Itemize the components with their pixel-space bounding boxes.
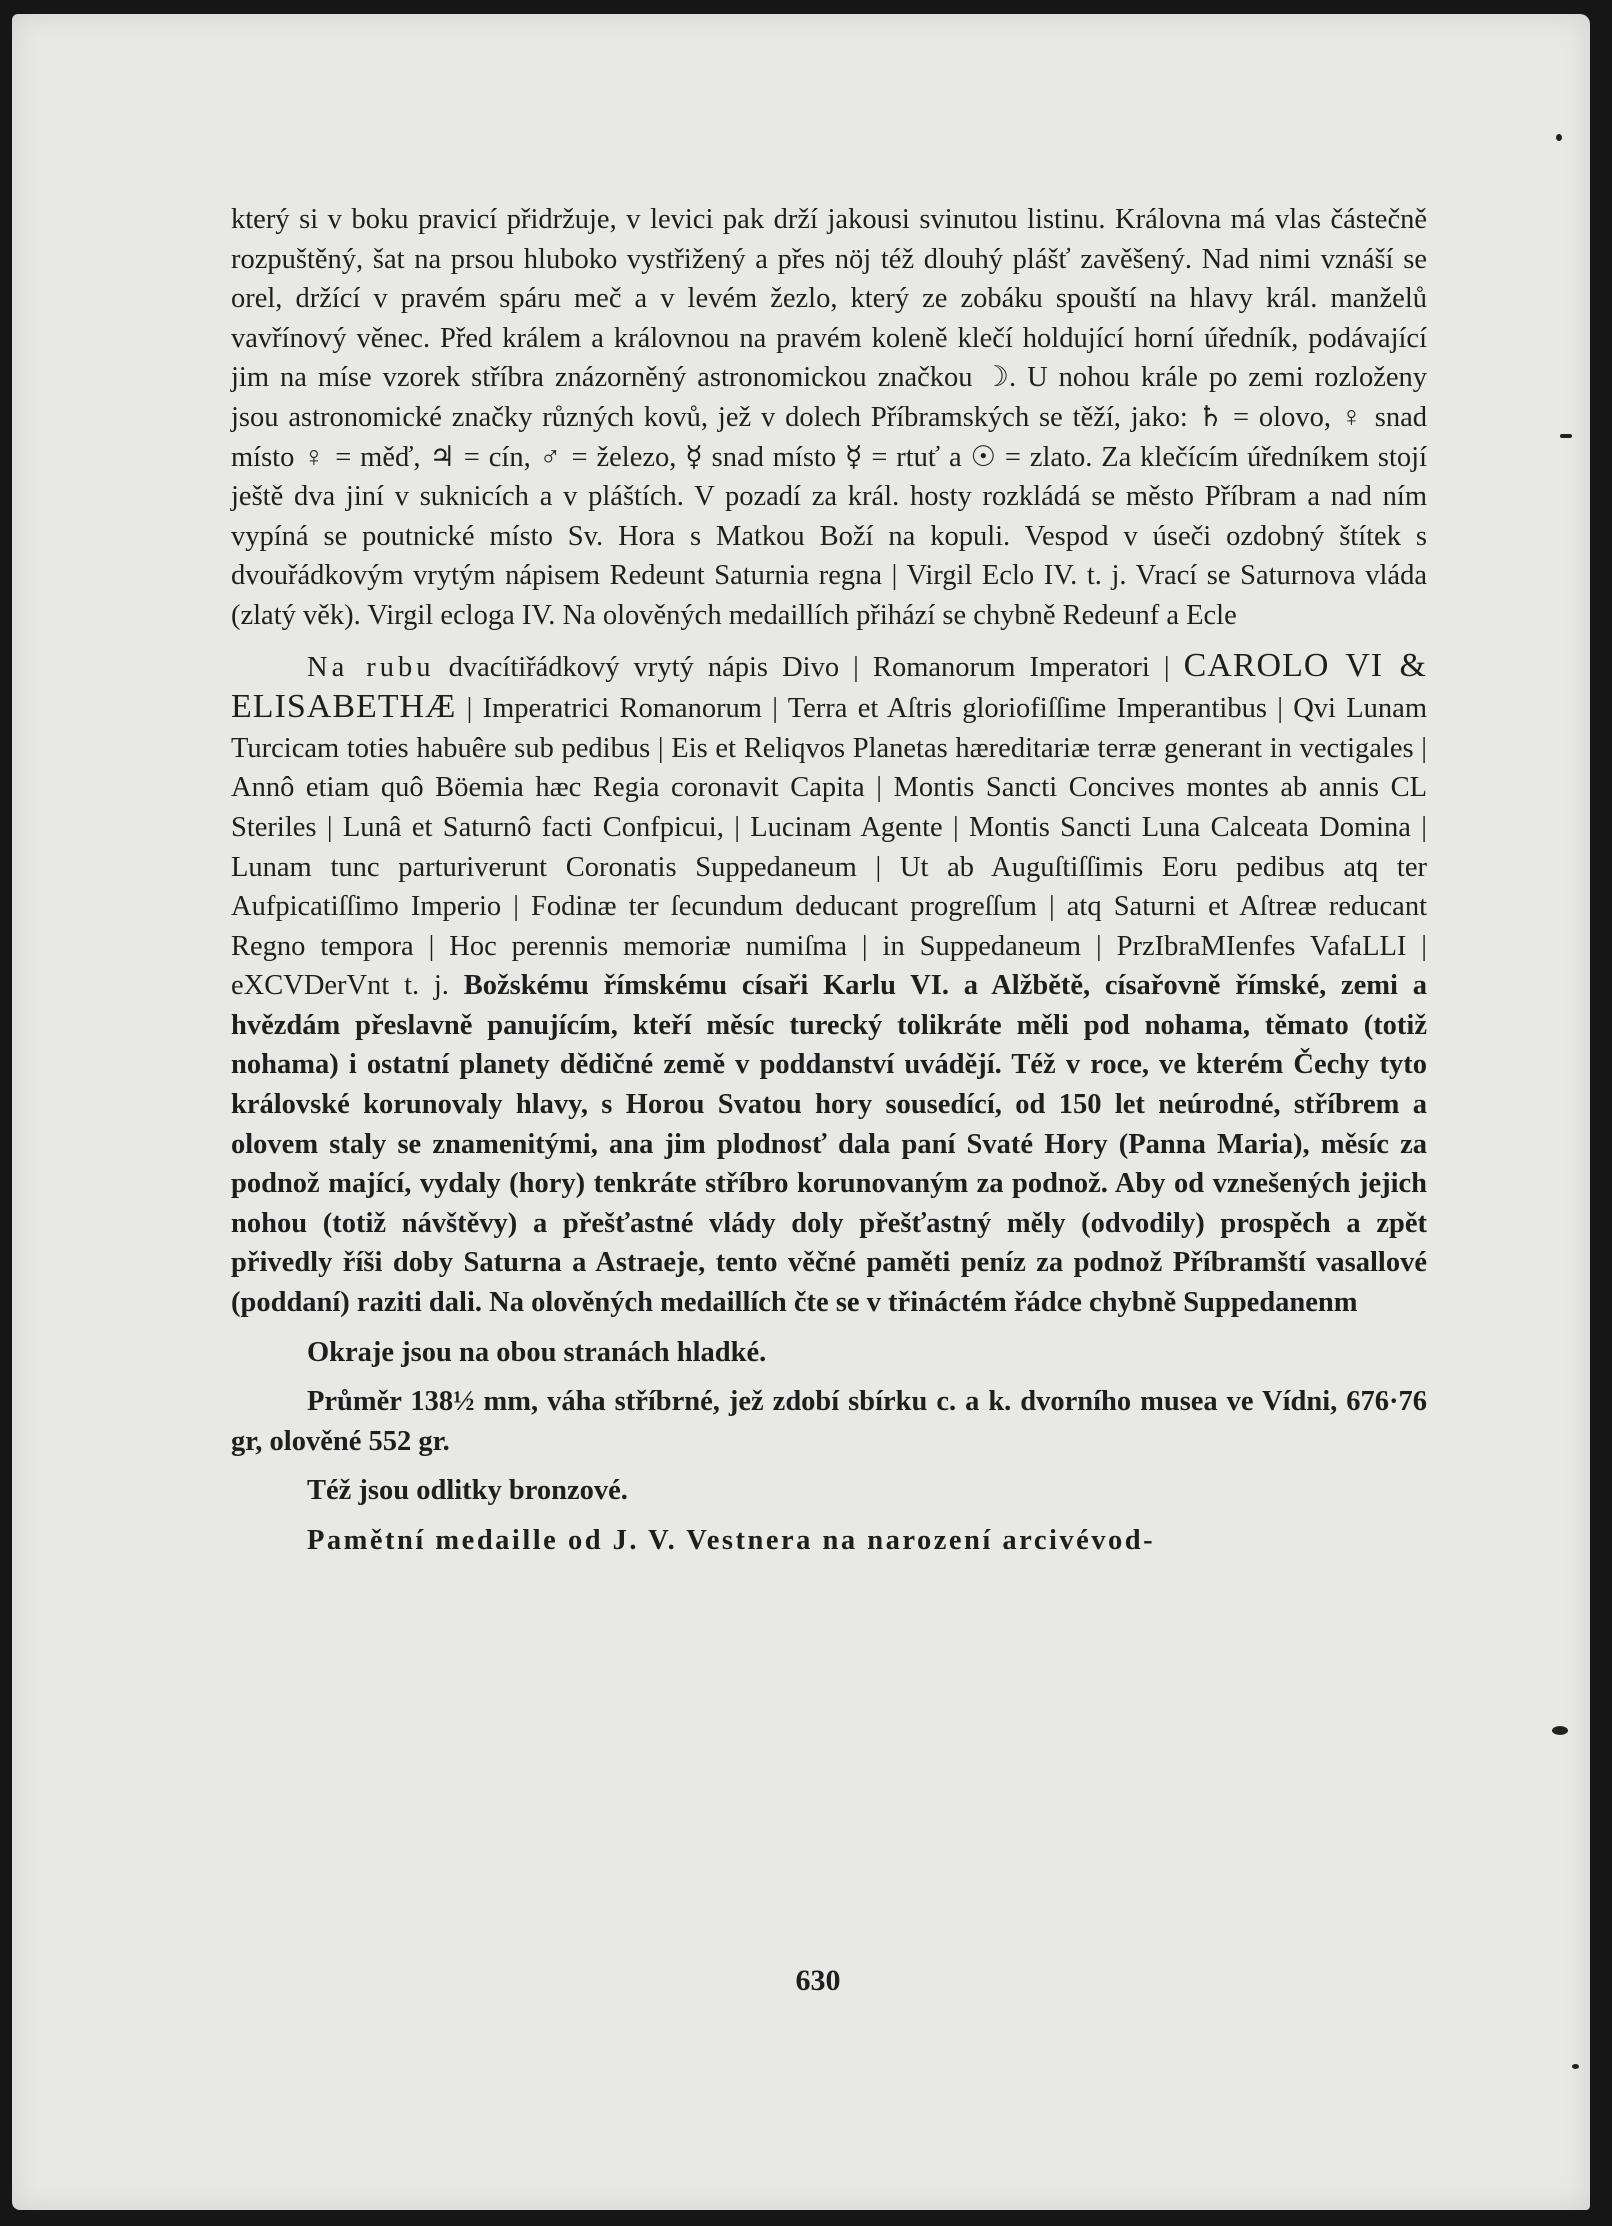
paragraph-edges: Okraje jsou na obou stranách hladké. <box>307 1336 767 1368</box>
paragraph-bronze-casts: Též jsou odlitky bronzové. <box>307 1475 628 1507</box>
reverse-lead: Na rubu <box>307 651 435 683</box>
reverse-text-caps: CAROLO VI & ELISABETHÆ <box>231 646 1427 726</box>
body-text <box>231 200 1427 1561</box>
reverse-text-latin: | Imperatrici Romanorum | Terra et Aſtris gloriofiſſime Imperantibus | Qvi Lunam Turcicam toties habuêre sub pedibus | Eis et Reliqvos Planetas hæreditariæ terræ generant in vectigales | Annô etiam quô Böemia hæc Regia coronavit Capita | Montis Sancti Concives montes ab annis CL Steriles | Lunâ et Saturnô facti Confpicui, | Lucinam Agente | Montis Sancti Luna Calceata Domina | Lunam tunc parturiverunt Coronatis Suppedaneum | Ut ab Auguſtiſſimis Eoru pedibus atq ter Aufpicatiſſimo Imperio | Fodinæ ter ſecundum deducant progreſſum | atq Saturni et Aſtreæ reducant Regno tempora | Hoc perennis memoriæ numiſma | in Suppedaneum | PrzIbraMIenfes VafaLLI | eXCVDerVnt t. j. <box>231 693 1427 1002</box>
speck-mark-2 <box>1560 434 1572 438</box>
vestner-medal-text: Pamětní medaille od J. V. Vestnera na narození arcivévod- <box>307 1525 1156 1556</box>
paragraph-diameter-weight: Průměr 138½ mm, váha stříbrné, jež zdobí sbírku c. a k. dvorního musea ve Vídni, 676·76 gr, olověné 552 gr. <box>231 1386 1427 1457</box>
paragraph-description-obverse: který si v boku pravicí přidržuje, v levici pak drží jakousi svinutou listinu. Královna má vlas částečně rozpuštěný, šat na prsou hluboko vystřižený a přes nöj též dlouhý plášť zavěšený. Nad nimi vznáší se orel, držící v pravém spáru meč a v levém žezlo, který ze zobáku spouští na hlavy král. manželů vavřínový věnec. Před králem a královnou na pravém koleně klečí holdující horní úředník, podávající jim na míse vzorek stříbra znázorněný astronomickou značkou ☽. U nohou krále po zemi rozloženy jsou astronomické značky různých kovů, jež v dolech Příbramských se těží, jako: ♄ = olovo, ♀ snad místo ♀ = měď, ♃ = cín, ♂ = železo, ☿ snad místo ☿ = rtuť a ☉ = zlato. Za klečícím úředníkem stojí ještě dva jiní v suknicích a v pláštích. V pozadí za král. hosty rozkládá se město Příbram a nad ním vypíná se poutnické místo Sv. Hora s Matkou Boží na kopuli. Vespod v úseči ozdobný štítek s dvouřádkovým vrytým nápisem Redeunt Saturnia regna | Virgil Eclo IV. t. j. Vrací se Saturnova vláda (zlatý věk). Virgil ecloga IV. Na olověných medaillích přihází se chybně Redeunf a Ecle <box>231 204 1427 631</box>
speck-mark-4 <box>1572 2064 1579 2069</box>
paragraph-vestner-medal <box>231 1521 1427 1561</box>
speck-mark-3 <box>1552 1726 1568 1735</box>
speck-mark-1 <box>1556 134 1562 141</box>
page-number: 630 <box>795 1964 841 1997</box>
reverse-text-czech: Božskému římskému císaři Karlu VI. a Alžbětě, císařovně římské, zemi a hvězdám přeslavně panujícím, kteří měsíc turecký tolikráte měli pod nohama, těmato (totiž nohama) i ostatní planety dědičné země v poddanství uvádějí. Též v roce, ve kterém Čechy tyto královské korunovaly hlavy, s Horou Svatou hory sousedící, od 150 let neúrodné, stříbrem a olovem staly se znamenitými, ana jim plodnosť dala paní Svaté Hory (Panna Maria), měsíc za podnož mající, vydaly (hory) tenkráte stříbro korunovaným za podnož. Aby od vznešených jejich nohou (totiž návštěvy) a přešťastné vlády doly přešťastný měly (odvodily) prospěch a zpět přivedly říši doby Saturna a Astraeje, tento věčné paměti peníz za podnož Příbramští vasallové (poddaní) raziti dali. Na olověných medaillích čte se v třináctém řádce chybně Suppedanenm <box>231 970 1427 1319</box>
book-page <box>12 14 1590 2210</box>
paragraph-reverse-inscription <box>231 646 1427 1323</box>
reverse-text-start: dvacítiřádkový vrytý nápis Divo | Romanorum Imperatori | <box>434 651 1184 683</box>
